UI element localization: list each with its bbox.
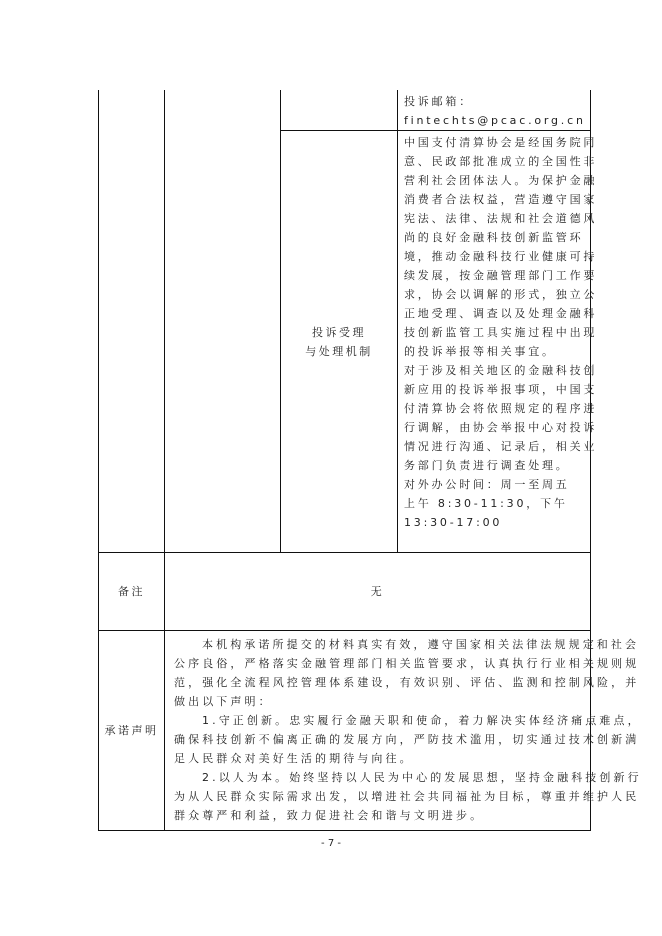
- complaint-text-line: 续发展，按金融管理部门工作要: [404, 269, 598, 282]
- statement-text-line: 公序良俗，严格落实金融管理部门相关监管要求，认真执行行业相关规则规: [174, 657, 640, 670]
- complaint-mechanism-text: [404, 133, 597, 532]
- complaint-text-line: 宪法、法律、法规和社会道德风: [404, 212, 598, 225]
- complaint-text-line: 对外办公时间：周一至周五: [404, 478, 570, 491]
- statement-text-line: 为从人民群众实际需求出发，以增进社会共同福祉为目标，尊重并维护人民: [174, 790, 640, 803]
- email-label: 投诉邮箱：: [404, 95, 473, 108]
- complaint-mechanism-label: [281, 131, 397, 552]
- statement-text-line: 范，强化全流程风控管理体系建设，有效识别、评估、监测和控制风险，并: [174, 676, 640, 689]
- complaint-text-line: 尚的良好金融科技创新监管环: [404, 231, 584, 244]
- complaint-text-line: 的投诉举报等相关事宜。: [404, 345, 556, 358]
- complaint-text-line: 务部门负责进行调查处理。: [404, 459, 570, 472]
- col-divider: [397, 90, 398, 552]
- remarks-value: 无: [370, 585, 385, 598]
- complaint-text-line: 新应用的投诉举报事项，中国支: [404, 383, 598, 396]
- complaint-text-line: 境，推动金融科技行业健康可持: [404, 250, 598, 263]
- email-address: fintechts@pcac.org.cn: [404, 114, 586, 127]
- statement-text: [174, 635, 642, 825]
- statement-text-line: 做出以下声明：: [174, 695, 273, 708]
- complaint-text-line: 营利社会团体法人。为保护金融: [404, 174, 598, 187]
- statement-text-line: 2.以人为本。始终坚持以人民为中心的发展思想，坚持金融科技创新行: [202, 771, 642, 784]
- complaint-text-line: 意、民政部批准成立的全国性非: [404, 155, 598, 168]
- complaint-text-line: 付清算协会将依照规定的程序进: [404, 402, 598, 415]
- complaint-text-line: 求，协会以调解的形式，独立公: [404, 288, 598, 301]
- label-line: 与处理机制: [305, 344, 373, 358]
- col-divider: [164, 90, 165, 830]
- statement-text-line: 群众尊严和利益，致力促进社会和谐与文明进步。: [174, 809, 485, 822]
- complaint-text-line: 消费者合法权益，营造遵守国家: [404, 193, 598, 206]
- complaint-text-line: 情况进行沟通、记录后，相关业: [404, 440, 598, 453]
- statement-text-line: 确保科技创新不偏离正确的发展方向，严防技术滥用，切实通过技术创新满: [174, 733, 640, 746]
- complaint-text-line: 正地受理、调查以及处理金融科: [404, 307, 598, 320]
- complaint-text-line: 上午 8:30-11:30，下午: [404, 497, 568, 510]
- table-bottom-border: [98, 830, 591, 831]
- page-number: - 7 -: [321, 838, 341, 849]
- statement-label: 承诺声明: [104, 724, 159, 737]
- info-table: [98, 90, 642, 830]
- complaint-email-cell: [404, 92, 586, 130]
- row-divider: [98, 630, 590, 631]
- label-line: 投诉受理: [312, 325, 366, 339]
- statement-text-line: 足人民群众对美好生活的期待与向往。: [174, 752, 414, 765]
- remarks-label: 备注: [118, 585, 145, 598]
- complaint-text-line: 技创新监管工具实施过程中出现: [404, 326, 598, 339]
- complaint-text-line: 中国支付清算协会是经国务院同: [404, 136, 598, 149]
- complaint-text-line: 行调解，由协会举报中心对投诉: [404, 421, 598, 434]
- complaint-text-line: 对于涉及相关地区的金融科技创: [404, 364, 598, 377]
- statement-text-line: 1.守正创新。忠实履行金融天职和使命，着力解决实体经济痛点难点，: [202, 714, 642, 727]
- statement-text-line: 本机构承诺所提交的材料真实有效，遵守国家相关法律法规规定和社会: [202, 638, 640, 651]
- complaint-text-line: 13:30-17:00: [404, 516, 503, 529]
